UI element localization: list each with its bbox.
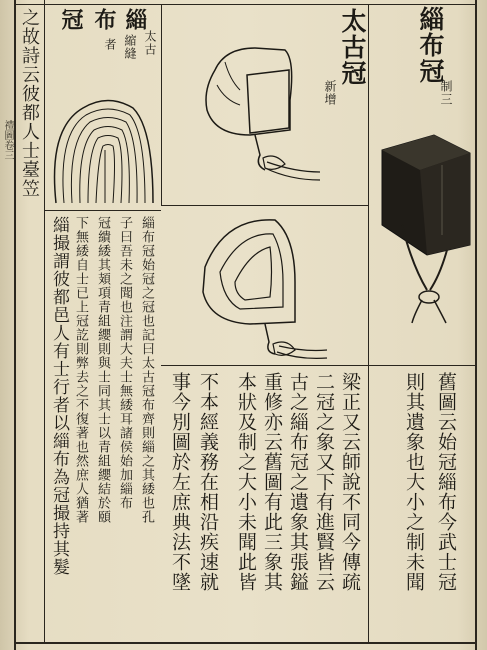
left-figure-note-right: 太古 xyxy=(143,30,157,56)
left-figure-title-right: 緇 xyxy=(122,8,148,31)
lower-right-text-col2: 則其遺象也大小之制未聞 xyxy=(403,372,425,592)
side-label: 禮圖卷三 xyxy=(2,120,13,160)
divider-lower-text xyxy=(161,365,476,366)
lower-right-text-col4: 二冠之象又下有進賢皆云 xyxy=(313,372,335,592)
lower-left-text-col3: 冠繢緌其頍項青組纓則與士同其士以青組纓結於頤 xyxy=(95,216,110,524)
middle-figure-title: 太古冠 xyxy=(338,8,367,86)
progress-cap-illustration xyxy=(195,212,335,362)
lower-left-text-col1: 緇布冠始冠之冠也記曰太古冠布齊則緇之其緌也孔 xyxy=(139,216,154,524)
lower-right-text-col5: 古之緇布冠之遺象其張鎰 xyxy=(287,372,309,592)
frame-left-rule xyxy=(14,0,16,650)
zibu-cap-illustration xyxy=(372,125,472,325)
divider-horizontal-mid xyxy=(161,205,368,206)
frame-top-rule xyxy=(14,4,477,5)
divider-figure-mid xyxy=(161,5,162,205)
left-figure-note-mid: 者 xyxy=(103,38,117,51)
divider-text-section xyxy=(45,210,161,211)
far-left-text-line2: 緇撮謂彼都邑人有士行者以緇布為冠撮持其髮 xyxy=(49,216,69,576)
right-figure-title: 緇布冠 xyxy=(416,6,445,84)
lower-left-text-col4: 下無緌自士已上冠訖則弊去之不復著也然庶人猶著 xyxy=(73,216,88,524)
lower-right-text-col3: 梁正又云師說不同今傳疏 xyxy=(339,372,361,592)
lower-right-text-col9: 事今別圖於左庶典法不墜 xyxy=(169,372,191,592)
lower-right-text-col8: 不本經義務在相沿疾速就 xyxy=(197,372,219,592)
lower-right-text-col1: 舊圖云始冠緇布今武士冠 xyxy=(435,372,457,592)
lower-right-text-col6: 重修亦云舊圖有此三象其 xyxy=(261,372,283,592)
taigu-cap-illustration xyxy=(195,40,325,190)
right-figure-subtitle: 制三 xyxy=(439,80,453,106)
divider-text-vertical xyxy=(368,365,369,643)
lower-left-text-col2: 子曰吾未之聞也注謂大夫士無緌耳諸侯始加緇布 xyxy=(117,216,132,510)
divider-left-column xyxy=(44,0,45,642)
lower-right-text-col7: 本狀及制之大小未聞此皆 xyxy=(235,372,257,592)
left-figure-note-right2: 縮縫 xyxy=(123,34,137,60)
far-left-text-top: 之故詩云彼都人士臺笠 xyxy=(19,8,40,198)
left-figure-title-mid: 布 xyxy=(91,8,117,31)
pleated-cloth-cap-illustration xyxy=(48,88,158,206)
left-figure-title-left: 冠 xyxy=(58,8,84,31)
frame-bottom-rule xyxy=(14,642,477,644)
frame-right-rule xyxy=(475,0,477,650)
middle-figure-subtitle: 新增 xyxy=(323,80,337,106)
